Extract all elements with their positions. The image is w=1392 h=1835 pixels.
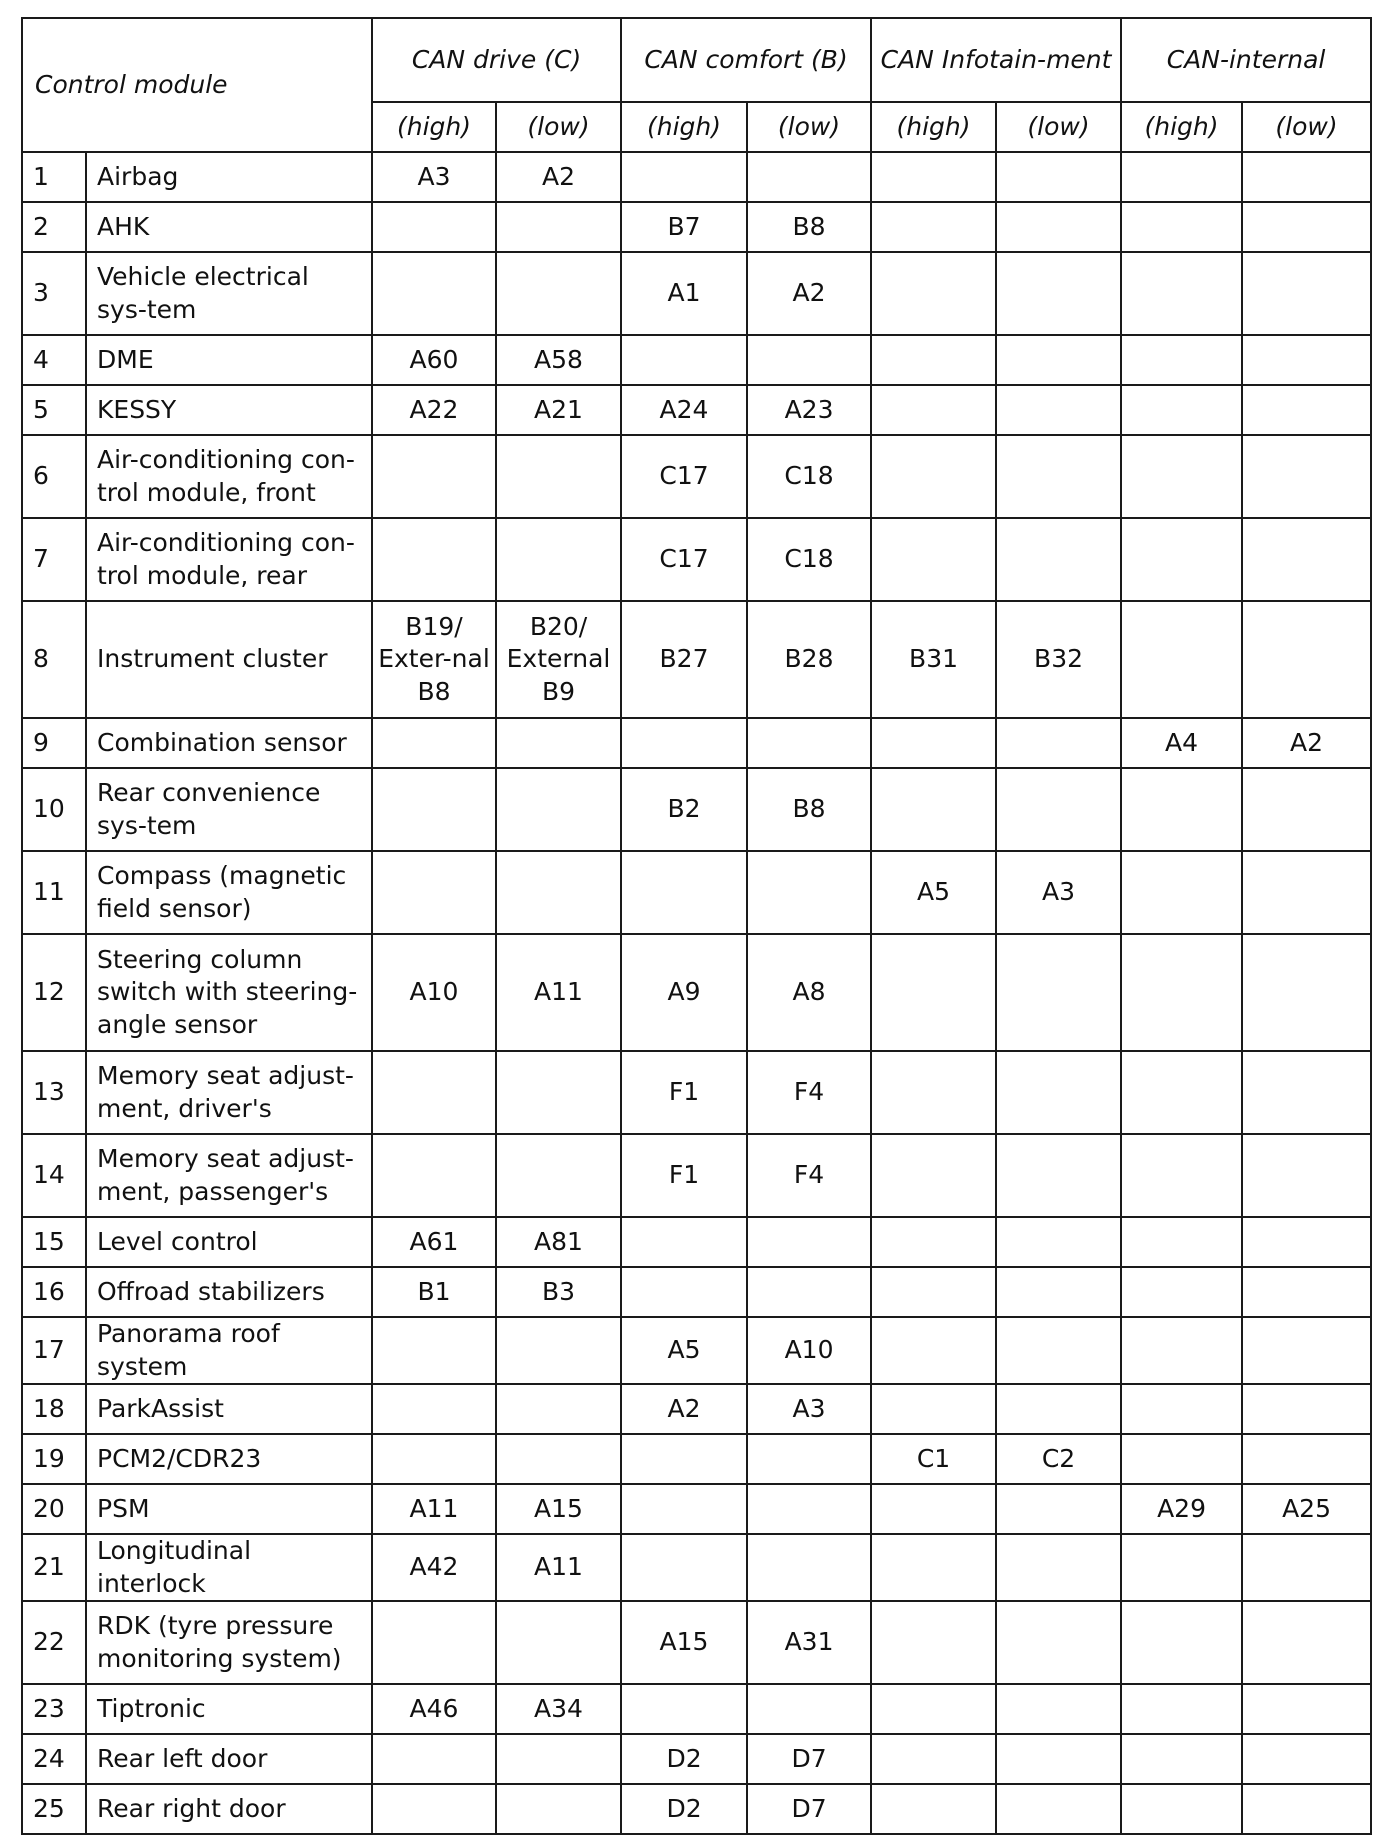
pin-cell [871, 1384, 996, 1434]
header-row-buses [22, 18, 1371, 102]
table-row [22, 152, 1371, 202]
module-name: DME [86, 335, 372, 385]
pin-cell [372, 1434, 496, 1484]
pin-cell [621, 1217, 747, 1267]
level-header-low: (low) [496, 102, 621, 152]
pin-cell [372, 252, 496, 335]
pin-cell [1121, 1734, 1242, 1784]
pin-cell [496, 1317, 621, 1384]
pin-cell [747, 1534, 871, 1601]
pin-cell: A81 [496, 1217, 621, 1267]
pin-cell [996, 934, 1121, 1051]
table-row [22, 718, 1371, 768]
row-number: 17 [22, 1317, 86, 1384]
pin-cell: D7 [747, 1734, 871, 1784]
pin-cell: A2 [621, 1384, 747, 1434]
pin-cell [996, 1134, 1121, 1217]
pin-cell [1121, 335, 1242, 385]
pin-cell [871, 1217, 996, 1267]
pin-cell: A3 [747, 1384, 871, 1434]
module-name: AHK [86, 202, 372, 252]
pin-cell [1242, 934, 1371, 1051]
module-name: Rear convenience sys-tem [86, 768, 372, 851]
pin-cell [1242, 1434, 1371, 1484]
pin-cell: C18 [747, 435, 871, 518]
pin-cell [621, 1684, 747, 1734]
module-name: KESSY [86, 385, 372, 435]
module-name: Rear right door [86, 1784, 372, 1834]
pin-cell: A42 [372, 1534, 496, 1601]
pin-cell: A60 [372, 335, 496, 385]
pin-cell: C1 [871, 1434, 996, 1484]
pin-cell [372, 1784, 496, 1834]
pin-cell [372, 435, 496, 518]
pin-cell [496, 1784, 621, 1834]
pin-cell: B32 [996, 601, 1121, 718]
row-number: 1 [22, 152, 86, 202]
pin-cell: F1 [621, 1051, 747, 1134]
pin-cell [871, 435, 996, 518]
pin-cell [496, 851, 621, 934]
table-row [22, 1734, 1371, 1784]
pin-cell [1121, 1134, 1242, 1217]
pin-cell: A10 [747, 1317, 871, 1384]
pin-cell [496, 1734, 621, 1784]
pin-cell [372, 851, 496, 934]
table-row [22, 1434, 1371, 1484]
module-name: Airbag [86, 152, 372, 202]
table-row [22, 1601, 1371, 1684]
pin-cell [1121, 202, 1242, 252]
can-pin-table [21, 17, 1372, 1835]
pin-cell [996, 718, 1121, 768]
pin-cell: B19/ Exter-nal B8 [372, 601, 496, 718]
pin-cell [496, 1601, 621, 1684]
row-number: 11 [22, 851, 86, 934]
table-row [22, 1684, 1371, 1734]
row-number: 9 [22, 718, 86, 768]
module-name: ParkAssist [86, 1384, 372, 1434]
level-header-high: (high) [871, 102, 996, 152]
pin-cell [372, 718, 496, 768]
table-row [22, 1051, 1371, 1134]
pin-cell [1242, 851, 1371, 934]
module-name: PCM2/CDR23 [86, 1434, 372, 1484]
pin-cell [871, 1784, 996, 1834]
pin-cell [996, 1534, 1121, 1601]
table-row [22, 202, 1371, 252]
pin-cell [871, 1484, 996, 1534]
control-module-header: Control module [22, 18, 372, 152]
table-row [22, 385, 1371, 435]
pin-cell: A2 [496, 152, 621, 202]
pin-cell [996, 152, 1121, 202]
pin-cell: A3 [372, 152, 496, 202]
module-name: Air-conditioning con-trol module, front [86, 435, 372, 518]
table-row [22, 1267, 1371, 1317]
pin-cell [496, 252, 621, 335]
pin-cell [621, 718, 747, 768]
pin-cell [871, 335, 996, 385]
pin-cell: A9 [621, 934, 747, 1051]
pin-cell: A11 [496, 1534, 621, 1601]
pin-cell [996, 252, 1121, 335]
table-row [22, 1317, 1371, 1384]
pin-cell [747, 851, 871, 934]
pin-cell: B1 [372, 1267, 496, 1317]
pin-cell [372, 518, 496, 601]
pin-cell [496, 718, 621, 768]
module-name: RDK (tyre pressure monitoring system) [86, 1601, 372, 1684]
row-number: 3 [22, 252, 86, 335]
row-number: 21 [22, 1534, 86, 1601]
level-header-low: (low) [1242, 102, 1371, 152]
row-number: 7 [22, 518, 86, 601]
pin-cell [1242, 1217, 1371, 1267]
pin-cell: A5 [621, 1317, 747, 1384]
table-row [22, 1217, 1371, 1267]
pin-cell [1242, 1684, 1371, 1734]
bus-header-can-infotainment: CAN Infotain-ment [871, 18, 1121, 102]
pin-cell: A61 [372, 1217, 496, 1267]
pin-cell: B27 [621, 601, 747, 718]
pin-cell: A15 [496, 1484, 621, 1534]
pin-cell [496, 202, 621, 252]
pin-cell [871, 1684, 996, 1734]
pin-cell [1121, 1267, 1242, 1317]
pin-cell: A1 [621, 252, 747, 335]
pin-cell [621, 1534, 747, 1601]
pin-cell [496, 1134, 621, 1217]
pin-cell [871, 202, 996, 252]
pin-cell [871, 1601, 996, 1684]
pin-cell [1121, 851, 1242, 934]
level-header-low: (low) [747, 102, 871, 152]
pin-cell [496, 518, 621, 601]
pin-cell [1121, 435, 1242, 518]
bus-header-can-internal: CAN-internal [1121, 18, 1371, 102]
pin-cell [496, 1384, 621, 1434]
pin-cell [372, 1317, 496, 1384]
pin-cell: A34 [496, 1684, 621, 1734]
pin-cell [996, 1734, 1121, 1784]
pin-cell [621, 851, 747, 934]
pin-cell [996, 435, 1121, 518]
pin-cell [996, 1484, 1121, 1534]
pin-cell: A22 [372, 385, 496, 435]
pin-cell [1121, 385, 1242, 435]
row-number: 20 [22, 1484, 86, 1534]
pin-cell [1242, 202, 1371, 252]
pin-cell: B3 [496, 1267, 621, 1317]
bus-header-can-drive: CAN drive (C) [372, 18, 621, 102]
pin-cell [871, 934, 996, 1051]
module-name: Steering column switch with steering-angle sensor [86, 934, 372, 1051]
pin-cell [1242, 1317, 1371, 1384]
pin-cell [871, 1134, 996, 1217]
pin-cell [1121, 1384, 1242, 1434]
level-header-high: (high) [621, 102, 747, 152]
row-number: 24 [22, 1734, 86, 1784]
row-number: 6 [22, 435, 86, 518]
pin-cell [1242, 1384, 1371, 1434]
pin-cell [1242, 518, 1371, 601]
table-row [22, 518, 1371, 601]
pin-cell [747, 1484, 871, 1534]
row-number: 25 [22, 1784, 86, 1834]
pin-cell [1242, 252, 1371, 335]
pin-cell [1242, 1784, 1371, 1834]
pin-cell [1242, 1601, 1371, 1684]
pin-cell [996, 1684, 1121, 1734]
table-body [22, 152, 1371, 1834]
pin-cell: D2 [621, 1734, 747, 1784]
pin-cell [747, 1684, 871, 1734]
row-number: 2 [22, 202, 86, 252]
pin-cell: F4 [747, 1051, 871, 1134]
table-row [22, 851, 1371, 934]
pin-cell [372, 202, 496, 252]
pin-cell [871, 1051, 996, 1134]
pin-cell [372, 1384, 496, 1434]
pin-cell [1121, 1684, 1242, 1734]
pin-cell [1242, 152, 1371, 202]
pin-cell: A11 [372, 1484, 496, 1534]
pin-cell [996, 768, 1121, 851]
pin-cell: B31 [871, 601, 996, 718]
pin-cell: A15 [621, 1601, 747, 1684]
pin-cell [1121, 1051, 1242, 1134]
pin-cell [996, 1217, 1121, 1267]
table-header [22, 18, 1371, 152]
pin-cell [1242, 1051, 1371, 1134]
pin-cell [1121, 152, 1242, 202]
pin-cell [747, 1267, 871, 1317]
row-number: 5 [22, 385, 86, 435]
pin-cell [871, 385, 996, 435]
pin-cell: A58 [496, 335, 621, 385]
pin-cell [747, 335, 871, 385]
pin-cell [747, 1217, 871, 1267]
bus-header-can-comfort: CAN comfort (B) [621, 18, 871, 102]
pin-cell: B28 [747, 601, 871, 718]
pin-cell [372, 1601, 496, 1684]
pin-cell: C17 [621, 435, 747, 518]
module-name: Air-conditioning con-trol module, rear [86, 518, 372, 601]
pin-cell [1121, 934, 1242, 1051]
pin-cell [1242, 1267, 1371, 1317]
pin-cell: A2 [747, 252, 871, 335]
pin-cell [621, 1484, 747, 1534]
pin-cell [996, 1267, 1121, 1317]
pin-cell [996, 335, 1121, 385]
table-row [22, 435, 1371, 518]
table-row [22, 934, 1371, 1051]
pin-cell: A10 [372, 934, 496, 1051]
pin-cell [996, 1601, 1121, 1684]
table-row [22, 1784, 1371, 1834]
pin-cell: B2 [621, 768, 747, 851]
row-number: 23 [22, 1684, 86, 1734]
pin-cell: D2 [621, 1784, 747, 1834]
pin-cell [1121, 1434, 1242, 1484]
pin-cell: A3 [996, 851, 1121, 934]
level-header-high: (high) [372, 102, 496, 152]
pin-cell: A8 [747, 934, 871, 1051]
pin-cell: A5 [871, 851, 996, 934]
pin-cell [871, 1534, 996, 1601]
row-number: 18 [22, 1384, 86, 1434]
pin-cell: A24 [621, 385, 747, 435]
row-number: 19 [22, 1434, 86, 1484]
pin-cell [996, 385, 1121, 435]
row-number: 8 [22, 601, 86, 718]
pin-cell [1121, 1217, 1242, 1267]
level-header-low: (low) [996, 102, 1121, 152]
pin-cell [1242, 768, 1371, 851]
pin-cell: A4 [1121, 718, 1242, 768]
module-name: Combination sensor [86, 718, 372, 768]
level-header-high: (high) [1121, 102, 1242, 152]
module-name: Compass (magnetic field sensor) [86, 851, 372, 934]
pin-cell: C18 [747, 518, 871, 601]
pin-cell [1121, 1784, 1242, 1834]
module-name: Vehicle electrical sys-tem [86, 252, 372, 335]
pin-cell: B20/ External B9 [496, 601, 621, 718]
pin-cell [996, 1384, 1121, 1434]
pin-cell [621, 152, 747, 202]
pin-cell [1242, 1134, 1371, 1217]
pin-cell [1121, 1534, 1242, 1601]
pin-cell [871, 1267, 996, 1317]
row-number: 4 [22, 335, 86, 385]
table-row [22, 601, 1371, 718]
pin-cell [621, 335, 747, 385]
pin-cell: F4 [747, 1134, 871, 1217]
pin-cell [996, 1051, 1121, 1134]
pin-cell [372, 1734, 496, 1784]
pin-cell [871, 252, 996, 335]
module-name: Rear left door [86, 1734, 372, 1784]
module-name: Memory seat adjust-ment, driver's [86, 1051, 372, 1134]
pin-cell [747, 152, 871, 202]
table-row [22, 1534, 1371, 1601]
pin-cell [871, 152, 996, 202]
pin-cell [871, 1317, 996, 1384]
pin-cell [1121, 252, 1242, 335]
pin-cell: A21 [496, 385, 621, 435]
pin-cell [372, 768, 496, 851]
pin-cell [996, 518, 1121, 601]
pin-cell [1242, 385, 1371, 435]
pin-cell: B7 [621, 202, 747, 252]
pin-cell [1121, 518, 1242, 601]
pin-cell [1121, 1601, 1242, 1684]
pin-cell: A29 [1121, 1484, 1242, 1534]
pin-cell: A2 [1242, 718, 1371, 768]
pin-cell [496, 435, 621, 518]
pin-cell: A23 [747, 385, 871, 435]
pin-cell [1121, 1317, 1242, 1384]
module-name: Offroad stabilizers [86, 1267, 372, 1317]
pin-cell: A46 [372, 1684, 496, 1734]
row-number: 13 [22, 1051, 86, 1134]
pin-cell: D7 [747, 1784, 871, 1834]
pin-cell [372, 1051, 496, 1134]
pin-cell [1242, 1534, 1371, 1601]
pin-cell: C17 [621, 518, 747, 601]
pin-cell [1242, 435, 1371, 518]
pin-cell [621, 1267, 747, 1317]
pin-cell: A31 [747, 1601, 871, 1684]
table-row [22, 1134, 1371, 1217]
pin-cell: A25 [1242, 1484, 1371, 1534]
table-row [22, 252, 1371, 335]
module-name: Level control [86, 1217, 372, 1267]
pin-cell [496, 768, 621, 851]
pin-cell: F1 [621, 1134, 747, 1217]
pin-cell [1121, 601, 1242, 718]
module-name: Instrument cluster [86, 601, 372, 718]
row-number: 14 [22, 1134, 86, 1217]
pin-cell [496, 1434, 621, 1484]
pin-cell: B8 [747, 768, 871, 851]
pin-cell [372, 1134, 496, 1217]
table-row [22, 1384, 1371, 1434]
pin-cell [747, 718, 871, 768]
module-name: Panorama roof system [86, 1317, 372, 1384]
row-number: 15 [22, 1217, 86, 1267]
pin-cell [871, 768, 996, 851]
pin-cell [996, 1784, 1121, 1834]
pin-cell: A11 [496, 934, 621, 1051]
pin-cell [621, 1434, 747, 1484]
pin-cell: C2 [996, 1434, 1121, 1484]
pin-cell [996, 202, 1121, 252]
pin-cell [871, 518, 996, 601]
pin-cell [1242, 1734, 1371, 1784]
pin-cell [1121, 768, 1242, 851]
pin-cell [747, 1434, 871, 1484]
module-name: Longitudinal interlock [86, 1534, 372, 1601]
row-number: 10 [22, 768, 86, 851]
table-row [22, 768, 1371, 851]
module-name: PSM [86, 1484, 372, 1534]
pin-cell [1242, 335, 1371, 385]
table-row [22, 1484, 1371, 1534]
row-number: 12 [22, 934, 86, 1051]
pin-cell [871, 1734, 996, 1784]
pin-cell [496, 1051, 621, 1134]
pin-cell [871, 718, 996, 768]
module-name: Memory seat adjust-ment, passenger's [86, 1134, 372, 1217]
table-row [22, 335, 1371, 385]
pin-cell: B8 [747, 202, 871, 252]
pin-cell [996, 1317, 1121, 1384]
row-number: 22 [22, 1601, 86, 1684]
pin-cell [1242, 601, 1371, 718]
module-name: Tiptronic [86, 1684, 372, 1734]
row-number: 16 [22, 1267, 86, 1317]
